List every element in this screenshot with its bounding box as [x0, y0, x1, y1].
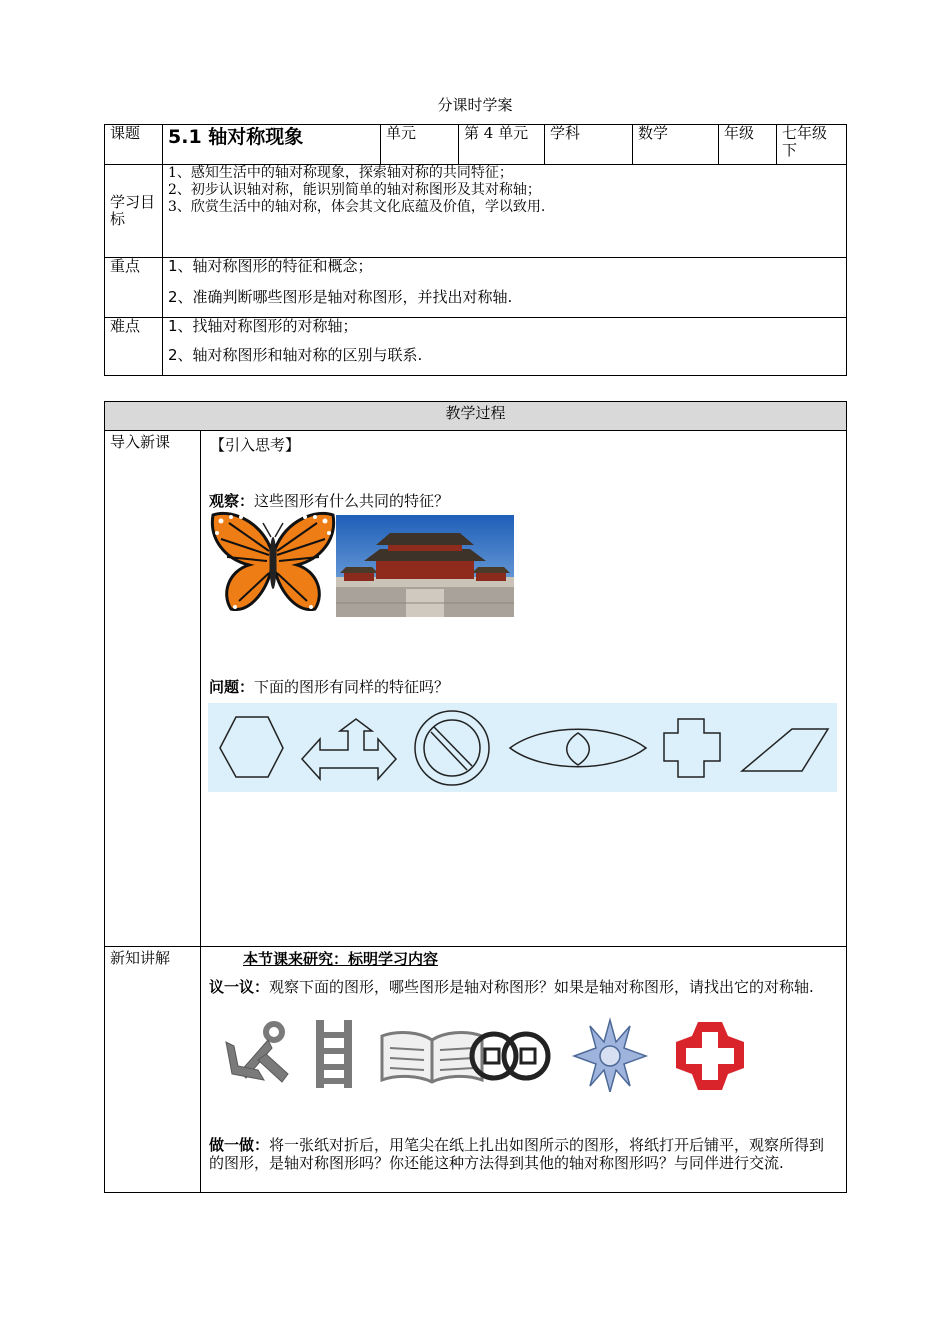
- difficult-item: 1、找轴对称图形的对称轴；: [168, 317, 358, 335]
- do-text: 将一张纸对折后，用笔尖在纸上扎出如图所示的图形，将纸打开后铺平，观察所得到的图形，是轴对称图形吗？你还能这种方法得到其他的轴对称图形吗？与同伴进行交流.: [209, 1136, 825, 1172]
- topic-label: 课题: [105, 125, 163, 165]
- subject-value: 数学: [633, 125, 719, 165]
- observe-bold: 观察：: [209, 492, 255, 510]
- subject-label: 学科: [545, 125, 633, 165]
- process-header: 教学过程: [105, 402, 847, 431]
- difficult-item: 2、轴对称图形和轴对称的区别与联系.: [168, 346, 423, 364]
- difficult-label: 难点: [105, 318, 163, 376]
- unit-value: 第 4 单元: [459, 125, 545, 165]
- observe-line: [209, 490, 449, 511]
- key-item: 2、准确判断哪些图形是轴对称图形，并找出对称轴.: [168, 288, 513, 306]
- difficult-points: [163, 318, 847, 376]
- key-item: 1、轴对称图形的特征和概念；: [168, 257, 373, 275]
- goal-item: 3、欣赏生活中的轴对称，体会其文化底蕴及价值，学以致用.: [168, 199, 546, 215]
- study-line: 本节课来研究：标明学习内容: [243, 950, 439, 968]
- question-line: [209, 676, 449, 697]
- goal-item: 1、感知生活中的轴对称现象，探索轴对称的共同特征；: [168, 165, 513, 181]
- question-text: 下面的图形有同样的特征吗？: [254, 678, 450, 696]
- red-cross-icon: [676, 1022, 744, 1090]
- observe-text: 这些图形有什么共同的特征？: [254, 492, 450, 510]
- snowflake-icon: [574, 1020, 646, 1092]
- goals-list: [163, 165, 847, 258]
- unit-label: 单元: [381, 125, 459, 165]
- grade-value: 七年级下: [777, 125, 847, 165]
- ladder-icon: [316, 1020, 352, 1088]
- do-paragraph: [209, 1136, 839, 1172]
- discuss-bold: 议一议：: [209, 978, 270, 996]
- intro-heading: 【引入思考】: [210, 436, 301, 454]
- book-icon: [382, 1033, 482, 1082]
- question-bold: 问题：: [209, 678, 255, 696]
- do-bold: 做一做：: [209, 1136, 270, 1154]
- goals-label: 学习目标: [105, 165, 163, 258]
- butterfly-image: [209, 509, 337, 617]
- key-points: [163, 258, 847, 318]
- document-title: 分课时学案: [437, 96, 513, 114]
- grade-label: 年级: [719, 125, 777, 165]
- new-knowledge-label: 新知讲解: [105, 947, 201, 1193]
- anchor-icon: [226, 1024, 288, 1082]
- palace-image: [336, 515, 514, 617]
- symmetric-shapes-band: [208, 703, 837, 792]
- discuss-paragraph: [209, 978, 839, 996]
- discuss-text: 观察下面的图形，哪些图形是轴对称图形？如果是轴对称图形，请找出它的对称轴.: [269, 978, 814, 996]
- symmetry-icons-row: [220, 1016, 750, 1092]
- key-label: 重点: [105, 258, 163, 318]
- goal-item: 2、初步认识轴对称，能识别简单的轴对称图形及其对称轴；: [168, 182, 541, 198]
- topic-value: 5.1 轴对称现象: [163, 125, 381, 165]
- intro-label: 导入新课: [105, 431, 201, 947]
- lesson-info-table: [104, 124, 847, 376]
